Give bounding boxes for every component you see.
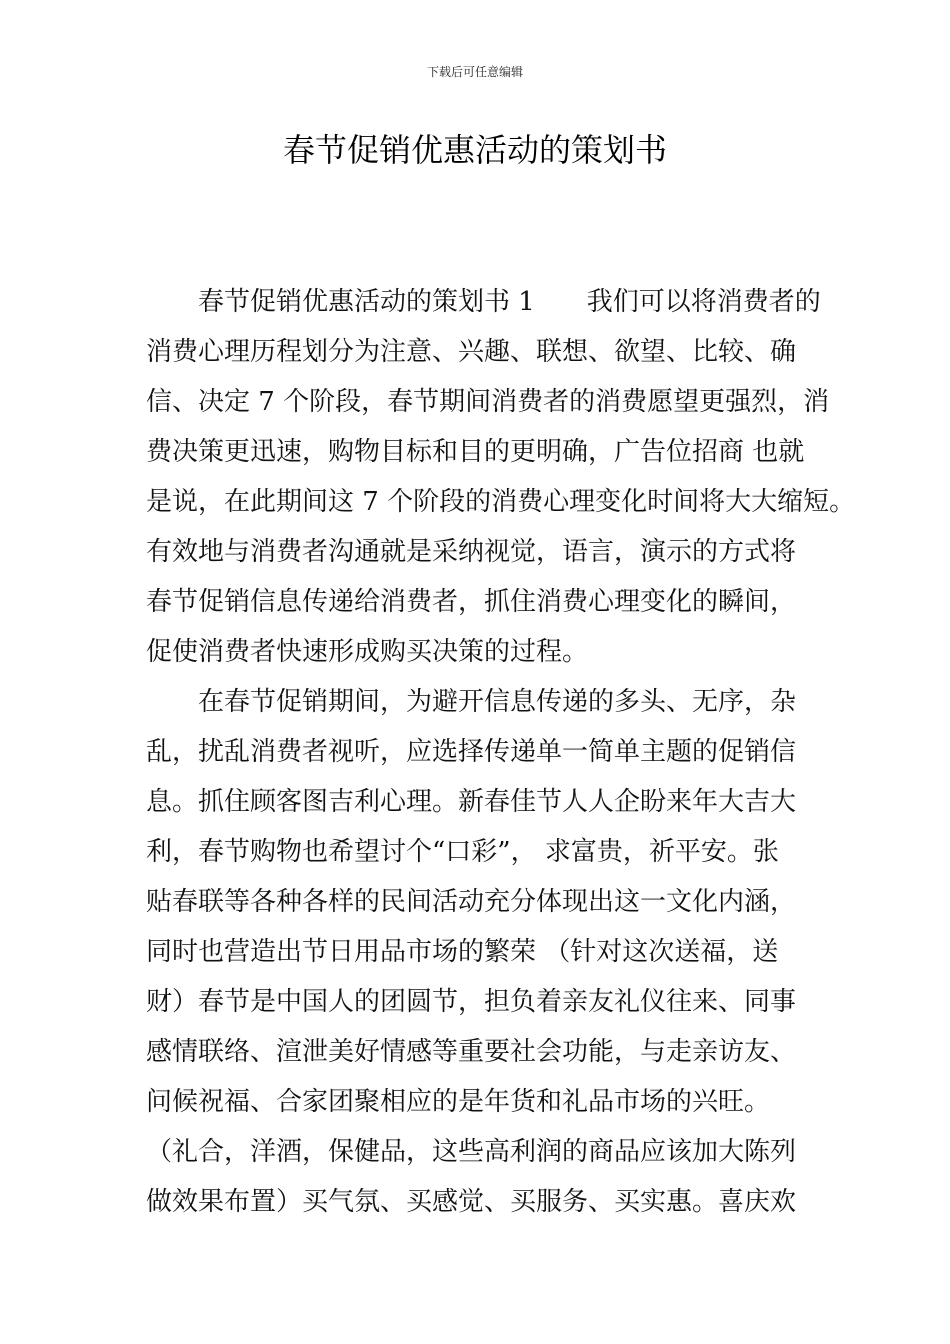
body-line: 财）春节是中国人的团圆节，担负着亲友礼仪往来、同事 [146, 987, 797, 1017]
body-line: 利，春节购物也希望讨个“口彩”， 求富贵，祈平安。张 [146, 837, 779, 867]
body-line: 问候祝福、合家团聚相应的是年货和礼品市场的兴旺。 [146, 1087, 771, 1117]
body-line: 费决策更迅速，购物目标和目的更明确，广告位招商 也就 [146, 437, 805, 467]
body-line: 在春节促销期间，为避开信息传递的多头、无序，杂 [198, 687, 797, 717]
body-line: 春节促销优惠活动的策划书 1 我们可以将消费者的 [198, 287, 821, 317]
document-title: 春节促销优惠活动的策划书 [282, 131, 667, 169]
body-line: 息。抓住顾客图吉利心理。新春佳节人人企盼来年大吉大 [146, 787, 797, 817]
document-body [146, 277, 856, 1227]
body-line: 同时也营造出节日用品市场的繁荣 （针对这次送福，送 [146, 937, 779, 967]
body-line: （礼合，洋酒，保健品，这些高利润的商品应该加大陈列 [146, 1137, 797, 1167]
body-line: 春节促销信息传递给消费者，抓住消费心理变化的瞬间， [146, 587, 797, 617]
body-line: 促使消费者快速形成购买决策的过程。 [146, 637, 589, 667]
body-line: 是说，在此期间这 7 个阶段的消费心理变化时间将大大缩短。 [146, 487, 856, 517]
body-line: 感情联络、渲泄美好情感等重要社会功能，与走亲访友、 [146, 1037, 797, 1067]
header-note: 下载后可任意编辑 [426, 65, 523, 79]
body-line: 乱，扰乱消费者视听，应选择传递单一简单主题的促销信 [146, 737, 797, 767]
body-line: 做效果布置）买气氛、买感觉、买服务、买实惠。喜庆欢 [146, 1187, 797, 1217]
body-line: 有效地与消费者沟通就是采纳视觉，语言，演示的方式将 [146, 537, 797, 567]
body-line: 消费心理历程划分为注意、兴趣、联想、欲望、比较、确 [146, 337, 797, 367]
body-line: 贴春联等各种各样的民间活动充分体现出这一文化内涵， [146, 887, 797, 917]
body-line: 信、决定 7 个阶段，春节期间消费者的消费愿望更强烈，消 [146, 387, 830, 417]
